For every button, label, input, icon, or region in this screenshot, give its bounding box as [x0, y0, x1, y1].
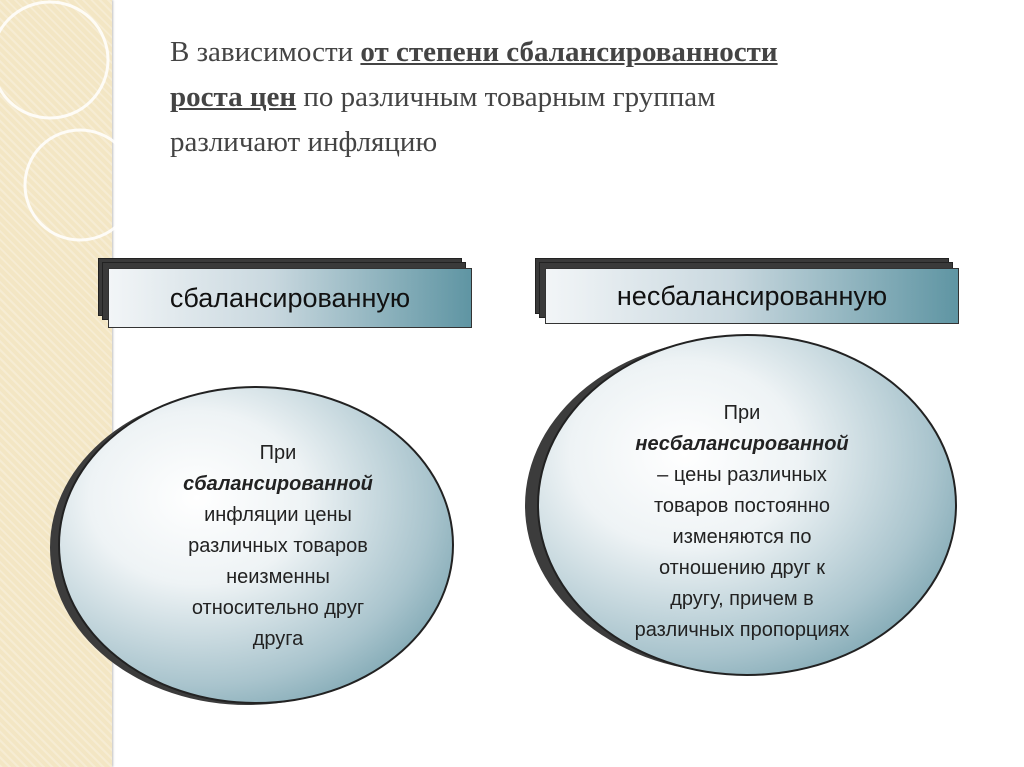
desc-line: относительно друг [191, 597, 365, 619]
desc-line: другу, причем в [670, 588, 814, 610]
category-label-unbalanced: несбалансированную [545, 268, 959, 324]
desc-emphasis: несбалансированной [635, 433, 849, 455]
title-emphasis-line1: от степени сбалансированности [360, 36, 778, 68]
desc-line: При [259, 442, 297, 464]
desc-line: инфляции цены [204, 504, 352, 526]
desc-line: изменяются по [672, 526, 812, 548]
desc-line: – цены различных [657, 464, 827, 486]
slide-title [170, 30, 950, 165]
category-label-balanced: сбалансированную [108, 268, 472, 328]
desc-line: товаров постоянно [653, 495, 831, 517]
ellipse-text-balanced [148, 438, 408, 655]
desc-line: различных товаров [188, 535, 368, 557]
desc-line: неизменны [226, 566, 330, 588]
desc-emphasis: сбалансированной [183, 473, 373, 495]
desc-line: различных пропорциях [634, 619, 850, 641]
title-last-line: различают инфляцию [170, 126, 438, 158]
desc-line: друга [252, 628, 304, 650]
desc-line: При [723, 402, 761, 424]
category-box-balanced [98, 258, 478, 334]
decorative-rings [0, 0, 140, 260]
title-prefix: В зависимости [170, 36, 361, 68]
ellipse-unbalanced [525, 330, 965, 690]
title-after-emphasis: по различным товарным группам [296, 81, 716, 113]
ellipse-balanced [50, 380, 460, 720]
title-emphasis-line2: роста цен [170, 81, 297, 113]
category-box-unbalanced [535, 258, 965, 334]
ellipse-text-unbalanced [597, 398, 887, 646]
desc-line: отношению друг к [658, 557, 826, 579]
